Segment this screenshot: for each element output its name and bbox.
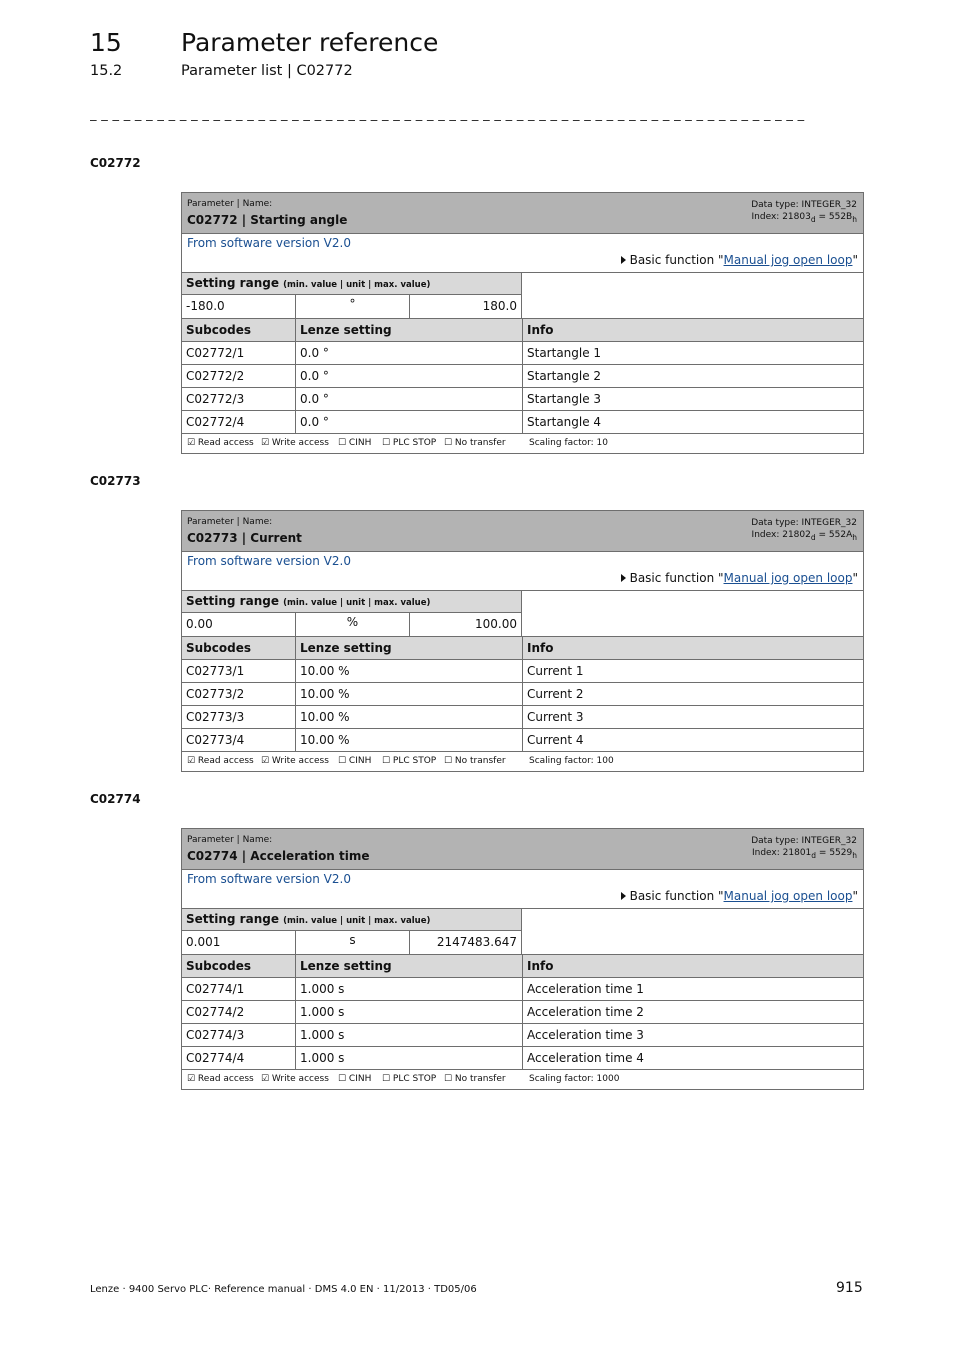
software-version: From software version V2.0	[187, 554, 351, 568]
manual-jog-link[interactable]: Manual jog open loop	[723, 253, 853, 267]
range-unit: s	[296, 931, 410, 954]
cinh: ☐ CINH	[338, 438, 372, 448]
table-row: C02772/3 0.0 ° Startangle 3	[182, 388, 863, 411]
footer-doc-info: Lenze · 9400 Servo PLC· Reference manual · DMS 4.0 EN · 11/2013 · TD05/06	[90, 1284, 477, 1295]
page-number: 915	[836, 1280, 863, 1296]
param-header	[182, 511, 863, 552]
software-version: From software version V2.0	[187, 236, 351, 250]
setting-range	[182, 591, 863, 637]
param-name-label: Parameter | Name:	[187, 199, 273, 209]
subcode-header-row: Subcodes Lenze setting Info	[182, 955, 863, 978]
table-row: C02774/1 1.000 s Acceleration time 1	[182, 978, 863, 1001]
table-row: C02774/2 1.000 s Acceleration time 2	[182, 1001, 863, 1024]
data-type-info	[751, 517, 857, 544]
range-unit: %	[296, 613, 410, 636]
range-max: 100.00	[410, 613, 522, 636]
setting-range	[182, 909, 863, 955]
param-header	[182, 193, 863, 234]
setting-range-header: Setting range (min. value | unit | max. value)	[182, 909, 522, 931]
section-label-c02773: C02773	[90, 474, 141, 488]
table-row: C02772/1 0.0 ° Startangle 1	[182, 342, 863, 365]
data-type: Data type: INTEGER_32	[751, 836, 857, 846]
range-max: 180.0	[410, 295, 522, 318]
version-row	[182, 552, 863, 591]
plc-stop: ☐ PLC STOP	[382, 1074, 437, 1084]
subcode-header-row: Subcodes Lenze setting Info	[182, 319, 863, 342]
version-row	[182, 870, 863, 909]
table-row: C02773/1 10.00 % Current 1	[182, 660, 863, 683]
data-type: Data type: INTEGER_32	[751, 200, 857, 210]
read-access: ☑ Read access	[187, 756, 254, 766]
data-type: Data type: INTEGER_32	[751, 518, 857, 528]
param-name-label: Parameter | Name:	[187, 517, 273, 527]
version-row	[182, 234, 863, 273]
table-row: C02772/2 0.0 ° Startangle 2	[182, 365, 863, 388]
write-access: ☑ Write access	[261, 1074, 329, 1084]
read-access: ☑ Read access	[187, 1074, 254, 1084]
no-transfer: ☐ No transfer	[444, 1074, 506, 1084]
param-name-label: Parameter | Name:	[187, 835, 273, 845]
range-unit: °	[296, 295, 410, 318]
table-row: C02774/3 1.000 s Acceleration time 3	[182, 1024, 863, 1047]
param-name: C02773 | Current	[187, 531, 302, 545]
param-name: C02772 | Starting angle	[187, 213, 348, 227]
section-label-c02772: C02772	[90, 156, 141, 170]
basic-function-ref: Basic function "Manual jog open loop"	[621, 889, 858, 903]
arrow-right-icon	[621, 574, 626, 582]
no-transfer: ☐ No transfer	[444, 756, 506, 766]
plc-stop: ☐ PLC STOP	[382, 438, 437, 448]
scaling-factor: Scaling factor: 1000	[529, 1074, 620, 1084]
chapter-number: 15	[90, 28, 122, 57]
param-header	[182, 829, 863, 870]
write-access: ☑ Write access	[261, 756, 329, 766]
data-type-info	[751, 835, 857, 862]
range-min: 0.001	[182, 931, 296, 954]
table-row: C02773/2 10.00 % Current 2	[182, 683, 863, 706]
arrow-right-icon	[621, 892, 626, 900]
manual-jog-link[interactable]: Manual jog open loop	[723, 889, 853, 903]
subcode-header-row: Subcodes Lenze setting Info	[182, 637, 863, 660]
access-row	[182, 752, 863, 771]
index-info: Index: $21803_d = 552B_h$	[751, 212, 857, 224]
setting-range	[182, 273, 863, 319]
param-table-c02772	[181, 192, 864, 454]
setting-range-header: Setting range (min. value | unit | max. value)	[182, 591, 522, 613]
index-info: Index: $21801_d = 5529_h$	[751, 848, 857, 860]
table-row: C02774/4 1.000 s Acceleration time 4	[182, 1047, 863, 1070]
range-max: 2147483.647	[410, 931, 522, 954]
read-access: ☑ Read access	[187, 438, 254, 448]
param-table-c02773	[181, 510, 864, 772]
basic-function-ref: Basic function "Manual jog open loop"	[621, 253, 858, 267]
range-min: 0.00	[182, 613, 296, 636]
table-row: C02772/4 0.0 ° Startangle 4	[182, 411, 863, 434]
scaling-factor: Scaling factor: 10	[529, 438, 609, 448]
table-row: C02773/4 10.00 % Current 4	[182, 729, 863, 752]
chapter-title: Parameter reference	[181, 28, 439, 57]
manual-jog-link[interactable]: Manual jog open loop	[723, 571, 853, 585]
section-number: 15.2	[90, 63, 123, 79]
software-version: From software version V2.0	[187, 872, 351, 886]
cinh: ☐ CINH	[338, 1074, 372, 1084]
range-min: -180.0	[182, 295, 296, 318]
param-table-c02774	[181, 828, 864, 1090]
access-row	[182, 434, 863, 453]
setting-range-header: Setting range (min. value | unit | max. value)	[182, 273, 522, 295]
plc-stop: ☐ PLC STOP	[382, 756, 437, 766]
write-access: ☑ Write access	[261, 438, 329, 448]
basic-function-ref: Basic function "Manual jog open loop"	[621, 571, 858, 585]
no-transfer: ☐ No transfer	[444, 438, 506, 448]
cinh: ☐ CINH	[338, 756, 372, 766]
section-label-c02774: C02774	[90, 792, 141, 806]
param-name: C02774 | Acceleration time	[187, 849, 370, 863]
index-info: Index: $21802_d = 552A_h$	[751, 530, 857, 542]
table-row: C02773/3 10.00 % Current 3	[182, 706, 863, 729]
dashed-separator: _ _ _ _ _ _ _ _ _ _ _ _ _ _ _ _ _ _ _ _ _ _ _ _ _ _ _ _ _ _ _ _ _ _ _ _ _ _ _ _ _ _ _ _ _ _ _ _ _ _ _ _ _ _ _ _ _ _ _ _ _ _ _ _	[90, 107, 805, 122]
data-type-info	[751, 199, 857, 226]
access-row	[182, 1070, 863, 1089]
section-title: Parameter list | C02772	[181, 63, 353, 79]
arrow-right-icon	[621, 256, 626, 264]
scaling-factor: Scaling factor: 100	[529, 756, 614, 766]
